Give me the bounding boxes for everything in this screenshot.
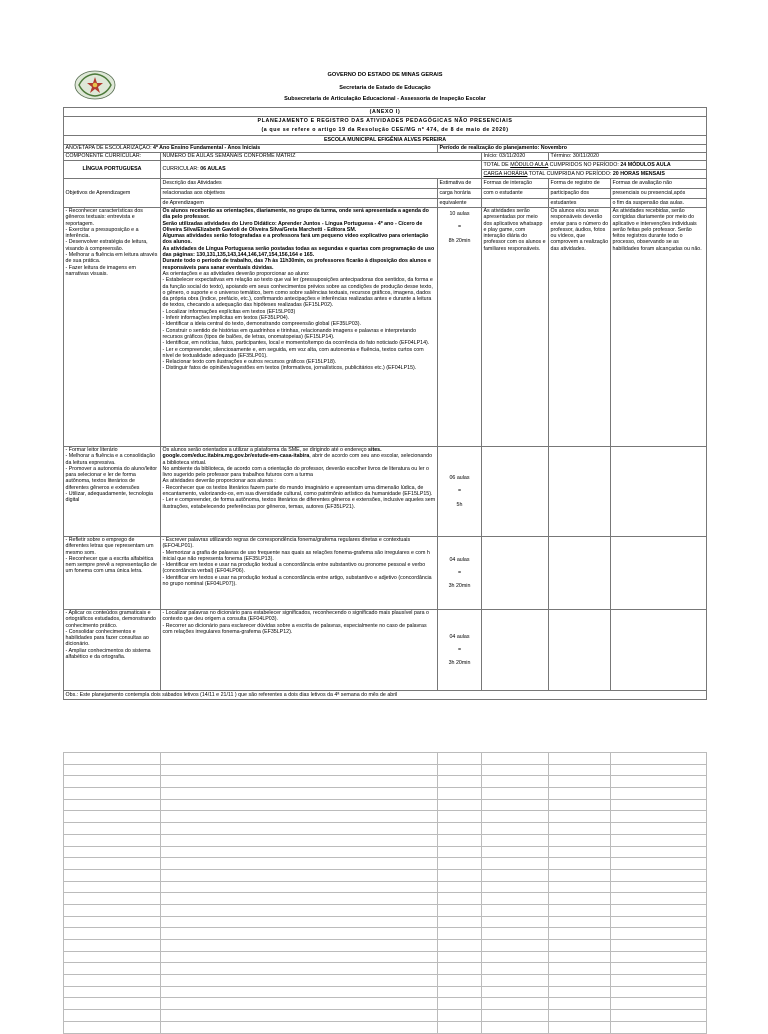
- empty-grid-cell: [482, 811, 549, 823]
- empty-grid-body: [64, 753, 707, 1034]
- empty-grid-cell: [64, 799, 161, 811]
- empty-grid-row: [64, 799, 707, 811]
- description-cell: [161, 447, 438, 537]
- curricular-value: 06 AULAS: [200, 166, 226, 173]
- empty-grid-cell: [611, 963, 707, 975]
- registration-cell: [549, 447, 611, 537]
- estimate-cell: [438, 208, 482, 447]
- empty-grid-cell: [482, 893, 549, 905]
- total-modules-unit: MÓDULO AULA: [510, 161, 549, 168]
- empty-grid-cell: [161, 998, 438, 1010]
- empty-grid-cell: [64, 904, 161, 916]
- empty-grid-cell: [161, 764, 438, 776]
- empty-grid-cell: [438, 998, 482, 1010]
- school-year-label: ANO/ETAPA DE ESCOLARIZAÇÃO:: [65, 145, 152, 152]
- estimate-cell: [438, 537, 482, 610]
- document-title: PLANEJAMENTO E REGISTRO DAS ATIVIDADES PEDAGÓGICAS NÃO PRESENCIAIS: [64, 117, 707, 126]
- estimate-lessons: 04 aulas: [449, 556, 470, 563]
- subject-name: LÍNGUA PORTUGUESA: [64, 161, 161, 179]
- empty-grid-cell: [64, 963, 161, 975]
- empty-grid-cell: [64, 916, 161, 928]
- estimate-lessons: 10 aulas: [449, 211, 470, 217]
- registration-cell: [549, 537, 611, 610]
- estimate-cell: [438, 447, 482, 537]
- interaction-cell: As atividades serão apresentadas por meio dos aplicativos whatsapp e play game, com interação diária do professor com os alunos e familiares responsáveis.: [482, 208, 549, 447]
- table-row: [64, 447, 707, 537]
- lessons-per-week-label: NÚMERO DE AULAS SEMANAIS CONFORME MATRIZ: [161, 153, 482, 161]
- empty-grid-cell: [611, 834, 707, 846]
- empty-grid-cell: [611, 1021, 707, 1033]
- total-hours-value: 20 HORAS MENSAIS: [612, 170, 665, 177]
- empty-grid-row: [64, 753, 707, 765]
- empty-grid-cell: [161, 928, 438, 940]
- empty-grid-cell: [64, 764, 161, 776]
- empty-grid-row: [64, 916, 707, 928]
- sme-platform-link[interactable]: sites. google.com/educ.itabira.mg.gov.br/estude-em-casa-itabira: [162, 447, 382, 460]
- empty-grid-row: [64, 869, 707, 881]
- table-row: [64, 208, 707, 447]
- header-description-3: de Aprendizagem: [161, 199, 438, 208]
- empty-grid-cell: [482, 858, 549, 870]
- empty-grid-cell: [438, 753, 482, 765]
- empty-grid-row: [64, 823, 707, 835]
- empty-grid-cell: [438, 963, 482, 975]
- school-name: ESCOLA MUNICIPAL EFIGÊNIA ALVES PEREIRA: [64, 136, 707, 145]
- empty-grid-cell: [161, 776, 438, 788]
- empty-grid-cell: [161, 823, 438, 835]
- empty-grid-cell: [438, 823, 482, 835]
- empty-grid-cell: [161, 1010, 438, 1022]
- description-text-b: , abrir de acordo com seu ano escolar, selecionando a biblioteca virtual. No ambiente da biblioteca, de acordo com a orientação do professor, deverão escolher livros de literatura ou ler o livro sugerido pelo professor para trabalhos futuros com a turma As atividades deverão proporcionar aos alunos : - Reconhecer que os textos literários fazem parte do mundo imaginário e apresentam uma dimensão lúdica, de encantamento, valorizando-os, em sua diversidade cultural, como patrimônio artístico da humanidade (EF15LP15). - Ler e compreender, de forma autônoma, textos literários de diferentes gêneros e extensões, inclusive aqueles sem ilustrações, estabelecendo preferências por gêneros, temas, autores (EF35LP21).: [162, 453, 436, 510]
- empty-grid-cell: [64, 940, 161, 952]
- registration-cell: Os alunos e/ou seus responsáveis deverão enviar para o número do professor, áudios, fotos ou vídeos, que comprovem a realização das atividades.: [549, 208, 611, 447]
- empty-grid-cell: [549, 975, 611, 987]
- empty-grid-cell: [549, 893, 611, 905]
- empty-grid-cell: [64, 869, 161, 881]
- document-subtitle: (a que se refere o artigo 19 da Resolução CEE/MG nº 474, de 8 de maio de 2020): [64, 126, 707, 136]
- empty-grid-cell: [611, 799, 707, 811]
- empty-grid-cell: [549, 881, 611, 893]
- empty-grid-cell: [438, 834, 482, 846]
- empty-grid-cell: [64, 998, 161, 1010]
- empty-grid-row: [64, 788, 707, 800]
- empty-grid-cell: [64, 928, 161, 940]
- interaction-cell: [482, 447, 549, 537]
- empty-grid-cell: [549, 788, 611, 800]
- empty-grid-cell: [482, 928, 549, 940]
- empty-grid-cell: [482, 823, 549, 835]
- estimate-equals: =: [457, 569, 462, 576]
- empty-grid-cell: [438, 1010, 482, 1022]
- empty-grid-cell: [549, 799, 611, 811]
- empty-grid-cell: [549, 764, 611, 776]
- empty-grid-cell: [438, 799, 482, 811]
- total-modules-prefix: TOTAL DE: [483, 161, 509, 168]
- evaluation-cell: As atividades recebidas, serão corrigidas diariamente por meio do aplicativo e intervenções individuais serão feitas pelo professor. Serão feitos registros durante todo o processo, observando se as habilidades foram alcançadas ou não.: [611, 208, 707, 447]
- table-row: [64, 537, 707, 610]
- empty-grid-cell: [161, 834, 438, 846]
- empty-grid-row: [64, 904, 707, 916]
- empty-grid-cell: [549, 858, 611, 870]
- estimate-hours: 3h 20min: [448, 660, 471, 667]
- description-text-a: Os alunos serão orientados a utilizar a plataforma da SME, se dirigindo até o endereço: [162, 447, 369, 453]
- empty-grid-cell: [482, 776, 549, 788]
- curricular-cell: [161, 161, 482, 179]
- empty-grid-cell: [161, 858, 438, 870]
- empty-grid-cell: [482, 904, 549, 916]
- empty-grid-cell: [438, 928, 482, 940]
- empty-grid-cell: [549, 753, 611, 765]
- empty-grid-cell: [161, 893, 438, 905]
- empty-grid-cell: [549, 1021, 611, 1033]
- empty-grid-row: [64, 834, 707, 846]
- header-interaction-2: com o estudante: [482, 189, 549, 199]
- empty-grid-cell: [64, 1021, 161, 1033]
- empty-grid-cell: [161, 986, 438, 998]
- empty-grid-cell: [611, 998, 707, 1010]
- header-registration-1: Forma de registro de: [549, 179, 611, 189]
- empty-grid-cell: [64, 788, 161, 800]
- empty-grid-row: [64, 986, 707, 998]
- empty-grid-cell: [64, 823, 161, 835]
- empty-grid-row: [64, 951, 707, 963]
- description-cell: - Localizar palavras no dicionário para estabelecer significados, reconhecendo o significado mais plausível para o contexto que deu origem a consulta (EF04LP03). - Recorrer ao dicionário para esclarecer dúvidas sobre a escrita de palavras, especialmente no caso de palavras com relações irregulares fonema-grafema (EF35LP12).: [161, 610, 438, 691]
- empty-grid-row: [64, 893, 707, 905]
- header-evaluation-3: o fim da suspensão das aulas.: [611, 199, 707, 208]
- empty-grid-cell: [64, 951, 161, 963]
- empty-grid-cell: [438, 986, 482, 998]
- empty-grid-cell: [438, 951, 482, 963]
- empty-grid-cell: [161, 799, 438, 811]
- empty-grid-cell: [482, 1021, 549, 1033]
- empty-grid-cell: [64, 753, 161, 765]
- empty-grid-cell: [64, 893, 161, 905]
- empty-grid-cell: [611, 951, 707, 963]
- empty-grid-cell: [482, 881, 549, 893]
- header-registration-3: estudantes: [549, 199, 611, 208]
- school-year-value: 4º Ano Ensino Fundamental - Anos Iniciais: [153, 145, 261, 152]
- empty-grid-row: [64, 776, 707, 788]
- empty-grid-cell: [611, 846, 707, 858]
- empty-grid-cell: [549, 823, 611, 835]
- empty-grid-cell: [482, 951, 549, 963]
- empty-grid-row: [64, 940, 707, 952]
- empty-grid-cell: [438, 776, 482, 788]
- objectives-cell: - Refletir sobre o emprego de diferentes letras que representam um mesmo som. - Reconhecer que a escrita alfabética nem sempre prevê a representação de um fonema com uma única letra.: [64, 537, 161, 610]
- empty-grid-row: [64, 1010, 707, 1022]
- empty-grid-cell: [64, 811, 161, 823]
- empty-grid-cell: [482, 834, 549, 846]
- empty-grid-cell: [64, 846, 161, 858]
- empty-grid-cell: [549, 986, 611, 998]
- header-evaluation-2: presenciais ou presencial,após: [611, 189, 707, 199]
- empty-grid-cell: [64, 1010, 161, 1022]
- empty-grid-cell: [438, 940, 482, 952]
- header-description-1: Descrição das Atividades: [161, 179, 438, 189]
- empty-grid-cell: [549, 998, 611, 1010]
- empty-grid-row: [64, 811, 707, 823]
- empty-grid-cell: [161, 869, 438, 881]
- estimate-hours: 5h: [456, 501, 463, 508]
- empty-grid-cell: [161, 975, 438, 987]
- empty-grid-cell: [549, 869, 611, 881]
- coat-of-arms-logo: [74, 70, 116, 100]
- empty-grid-cell: [64, 986, 161, 998]
- end-date: Término: 30/11/2020: [549, 153, 707, 161]
- total-hours-cell: [482, 170, 707, 179]
- empty-grid-cell: [549, 811, 611, 823]
- estimate-hours: 3h 20min: [448, 583, 471, 590]
- empty-grid-cell: [549, 940, 611, 952]
- empty-grid-cell: [482, 986, 549, 998]
- objectives-cell: - Reconhecer características dos gêneros textuais: entrevista e reportagem. - Exercitar a pressuposição e a inferência. - Desenvolver estratégia de leitura, visando à compreensão. - Melhorar a fluência em leitura através de sua prática. - Fazer leitura de imagens em narrativas visuais.: [64, 208, 161, 447]
- planning-period: Período de realização do planejamento: Novembro: [438, 145, 707, 153]
- empty-grid-cell: [161, 916, 438, 928]
- empty-grid-cell: [161, 1021, 438, 1033]
- empty-grid-cell: [549, 928, 611, 940]
- description-cell: [161, 208, 438, 447]
- empty-grid-cell: [161, 951, 438, 963]
- empty-grid-cell: [611, 776, 707, 788]
- empty-grid-cell: [438, 788, 482, 800]
- empty-grid-cell: [438, 1021, 482, 1033]
- empty-grid-row: [64, 1021, 707, 1033]
- empty-grid-cell: [482, 998, 549, 1010]
- empty-grid-cell: [611, 788, 707, 800]
- header-government: GOVERNO DO ESTADO DE MINAS GERAIS: [327, 72, 443, 78]
- header-evaluation-1: Formas de avaliação não: [611, 179, 707, 189]
- empty-grid-cell: [611, 1010, 707, 1022]
- empty-grid-cell: [549, 846, 611, 858]
- header-registration-2: participação dos: [549, 189, 611, 199]
- empty-grid-cell: [438, 975, 482, 987]
- estimate-lessons: 06 aulas: [449, 475, 470, 482]
- empty-grid-cell: [161, 963, 438, 975]
- empty-grid-cell: [549, 1010, 611, 1022]
- empty-grid-cell: [611, 764, 707, 776]
- school-year-cell: [64, 145, 438, 153]
- empty-grid-cell: [64, 858, 161, 870]
- empty-grid: [63, 752, 707, 1034]
- empty-grid-row: [64, 846, 707, 858]
- empty-grid-cell: [611, 904, 707, 916]
- description-cell: - Escrever palavras utilizando regras de correspondência fonema/grafema regulares diretas e contextuais (EFO4LP01). - Memorizar a grafia de palavras de uso frequente nas quais as relações fonema-grafema são irregulares e com h inicial que não representa fonema (EF35LP13). - Identificar em textos e usar na produção textual a concordância entre substantivo ou pronome pessoal e verbo (concordância verbal) (EF04LP06). - Identificar em textos e usar na produção textual a concordância entre artigo, substantivo e adjetivo (concordância no grupo nominal (EF04LP07)).: [161, 537, 438, 610]
- empty-grid-cell: [161, 846, 438, 858]
- objectives-cell: - Aplicar os conteúdos gramaticais e ortográficos estudados, demonstrando conhecimento prático. - Consolidar conhecimentos e habilidades para fazer consultas ao dicionário. - Ampliar conhecimentos do sistema alfabético e da ortografia.: [64, 610, 161, 691]
- empty-grid-cell: [161, 940, 438, 952]
- empty-grid-cell: [611, 881, 707, 893]
- empty-grid-cell: [161, 753, 438, 765]
- evaluation-cell: [611, 537, 707, 610]
- empty-grid-cell: [438, 904, 482, 916]
- total-modules-cell: [482, 161, 707, 170]
- empty-grid-row: [64, 858, 707, 870]
- empty-grid-cell: [482, 764, 549, 776]
- empty-grid-cell: [549, 904, 611, 916]
- empty-grid-cell: [438, 869, 482, 881]
- empty-grid-row: [64, 881, 707, 893]
- evaluation-cell: [611, 610, 707, 691]
- header-interaction-3: [482, 199, 549, 208]
- empty-grid-cell: [611, 975, 707, 987]
- estimate-cell: [438, 610, 482, 691]
- empty-grid-cell: [161, 881, 438, 893]
- empty-grid-row: [64, 963, 707, 975]
- empty-grid-cell: [438, 881, 482, 893]
- component-label: COMPONENTE CURRICULAR:: [64, 153, 161, 161]
- evaluation-cell: [611, 447, 707, 537]
- empty-grid-cell: [611, 928, 707, 940]
- estimate-equals: =: [457, 488, 462, 495]
- description-bold-text: Os alunos receberão as orientações, diariamente, no grupo da turma, onde será apresentada a agenda do dia pelo professor. Serão utilizadas atividades do Livro Didático: Aprender Juntos - Língua Portuguesa - 4º ano - Cícero de Oliveira Silva/Elizabeth Gavioli de Oliveira Silva/Greta Marchetti - Editora SM. Algumas atividades serão fotografadas e a professora fará um pequeno vídeo explicativo para orientação dos alunos. As atividades de Língua Portuguesa serão postadas todas as segundas e quartas com programação de uso das páginas: 130,131,135,143,144,146,147,154,156,164 e 165. Durante todo o período de trabalho, das 7h às 11h30min, os professores ficarão à disposição dos alunos e responsáveis para sanar eventuais dúvidas.: [162, 208, 435, 271]
- total-modules-value: 24 MÓDULOS AULA: [620, 161, 671, 168]
- empty-grid-cell: [611, 869, 707, 881]
- estimate-equals: =: [457, 646, 462, 653]
- empty-grid-cell: [438, 811, 482, 823]
- empty-grid-cell: [161, 904, 438, 916]
- header-estimate-1: Estimativa de: [438, 179, 482, 189]
- start-date: Início: 03/11/2020: [482, 153, 549, 161]
- empty-grid-cell: [438, 858, 482, 870]
- estimate-hours: 8h 20min: [448, 237, 471, 244]
- header-objectives: Objetivos de Aprendizagem: [64, 179, 161, 208]
- empty-grid-cell: [549, 916, 611, 928]
- registration-cell: [549, 610, 611, 691]
- empty-grid-cell: [611, 858, 707, 870]
- empty-grid-cell: [482, 975, 549, 987]
- header-subsecretariat: Subsecretaria de Articulação Educacional - Assessoria de Inspeção Escolar: [284, 96, 486, 102]
- empty-grid-cell: [611, 753, 707, 765]
- empty-grid-row: [64, 764, 707, 776]
- empty-grid-cell: [482, 869, 549, 881]
- interaction-cell: [482, 537, 549, 610]
- header-estimate-3: equivalente: [438, 199, 482, 208]
- empty-grid-cell: [482, 788, 549, 800]
- empty-grid-cell: [549, 776, 611, 788]
- empty-grid-cell: [611, 940, 707, 952]
- empty-grid-cell: [438, 846, 482, 858]
- empty-grid-row: [64, 975, 707, 987]
- empty-grid-cell: [549, 963, 611, 975]
- curricular-label: CURRICULAR:: [162, 166, 199, 173]
- empty-grid-cell: [549, 834, 611, 846]
- empty-grid-cell: [611, 811, 707, 823]
- header-estimate-2: carga horária: [438, 189, 482, 199]
- empty-grid-cell: [438, 916, 482, 928]
- interaction-cell: [482, 610, 549, 691]
- empty-grid-cell: [161, 811, 438, 823]
- objectives-cell: - Formar leitor literário - Melhorar a fluência e a consolidação da leitura expressiva. - Promover a autonomia do aluno/leitor para selecionar e ler de forma autônoma, textos literários de diferentes gêneros e extensões - Utilizar, adequadamente, tecnologia digital: [64, 447, 161, 537]
- empty-grid-cell: [161, 788, 438, 800]
- empty-grid-cell: [64, 834, 161, 846]
- empty-grid-cell: [482, 799, 549, 811]
- empty-grid-cell: [611, 893, 707, 905]
- estimate-equals: =: [457, 224, 462, 231]
- empty-grid-row: [64, 928, 707, 940]
- empty-grid-cell: [482, 1010, 549, 1022]
- empty-grid-cell: [64, 975, 161, 987]
- empty-grid-cell: [438, 893, 482, 905]
- empty-grid-cell: [64, 776, 161, 788]
- estimate-lessons: 04 aulas: [449, 633, 470, 640]
- empty-grid-cell: [611, 986, 707, 998]
- header-description-2: relacionadas aos objetivos: [161, 189, 438, 199]
- planning-table: [63, 107, 707, 700]
- total-hours-label: TOTAL CUMPRIDA NO PERÍODO:: [528, 170, 612, 177]
- annex-label: (ANEXO I): [64, 108, 707, 117]
- header-secretariat: Secretaria de Estado de Educação: [339, 85, 431, 91]
- empty-grid-cell: [482, 753, 549, 765]
- empty-grid-cell: [482, 940, 549, 952]
- table-row: [64, 610, 707, 691]
- total-hours-unit: CARGA HORÁRIA: [483, 170, 528, 177]
- total-modules-label: CUMPRIDOS NO PERÍODO:: [549, 161, 619, 168]
- empty-grid-cell: [64, 881, 161, 893]
- empty-grid-cell: [482, 963, 549, 975]
- empty-grid-cell: [438, 764, 482, 776]
- empty-grid-cell: [611, 916, 707, 928]
- header-interaction-1: Formas de interação: [482, 179, 549, 189]
- description-text: As orientações e as atividades deverão proporcionar ao aluno: - Estabelecer expectativas em relação ao texto que vai ler (pressuposições antecipadoras dos sentidos, da forma e da função social do texto), apoiando em seus conhecimentos prévios sobre as condições de produção desse texto, o gênero, o suporte e o universo temático, bem como sobre saliências textuais, recursos gráficos, imagens, dados da própria obra (índice, prefácio, etc.), confirmando antecipações e inferências realizadas antes e durante a leitura de textos, checando a adequação das hipóteses realizadas (EF15LP02). - Localizar informações explícitas em textos (EF15LP03) - Inferir informações implícitas em textos (EF35LP04). - Identificar a ideia central do texto, demonstrando compreensão global (EF35LP03). - Construir o sentido de histórias em quadrinhos e tirinhas, relacionando imagens e palavras e interpretando recursos gráficos (tipos de balões, de letras, onomatopeias) (EF15LP14). - Identificar, em notícias, fatos, participantes, local e momento/tempo da ocorrência do fato noticiado (EF04LP14). - Ler e compreender, silenciosamente e, em seguida, em voz alta, com autonomia e fluência, textos curtos com nível de textualidade adequado (EF35LP01). - Relacionar texto com ilustrações e outros recursos gráficos (EF15LP18). - Distinguir fatos de opiniões/sugestões em textos (informativos, jornalísticos, publicitários etc.) (EF04LP15).: [162, 270, 433, 372]
- empty-grid-row: [64, 998, 707, 1010]
- empty-grid-cell: [549, 951, 611, 963]
- empty-grid-cell: [482, 846, 549, 858]
- footnote: Obs.: Este planejamento contempla dois sábados letivos (14/11 e 21/11 ) que são referentes a dois dias letivos da 4ª semana do mês de abril: [64, 691, 707, 700]
- empty-grid-cell: [611, 823, 707, 835]
- empty-grid-cell: [482, 916, 549, 928]
